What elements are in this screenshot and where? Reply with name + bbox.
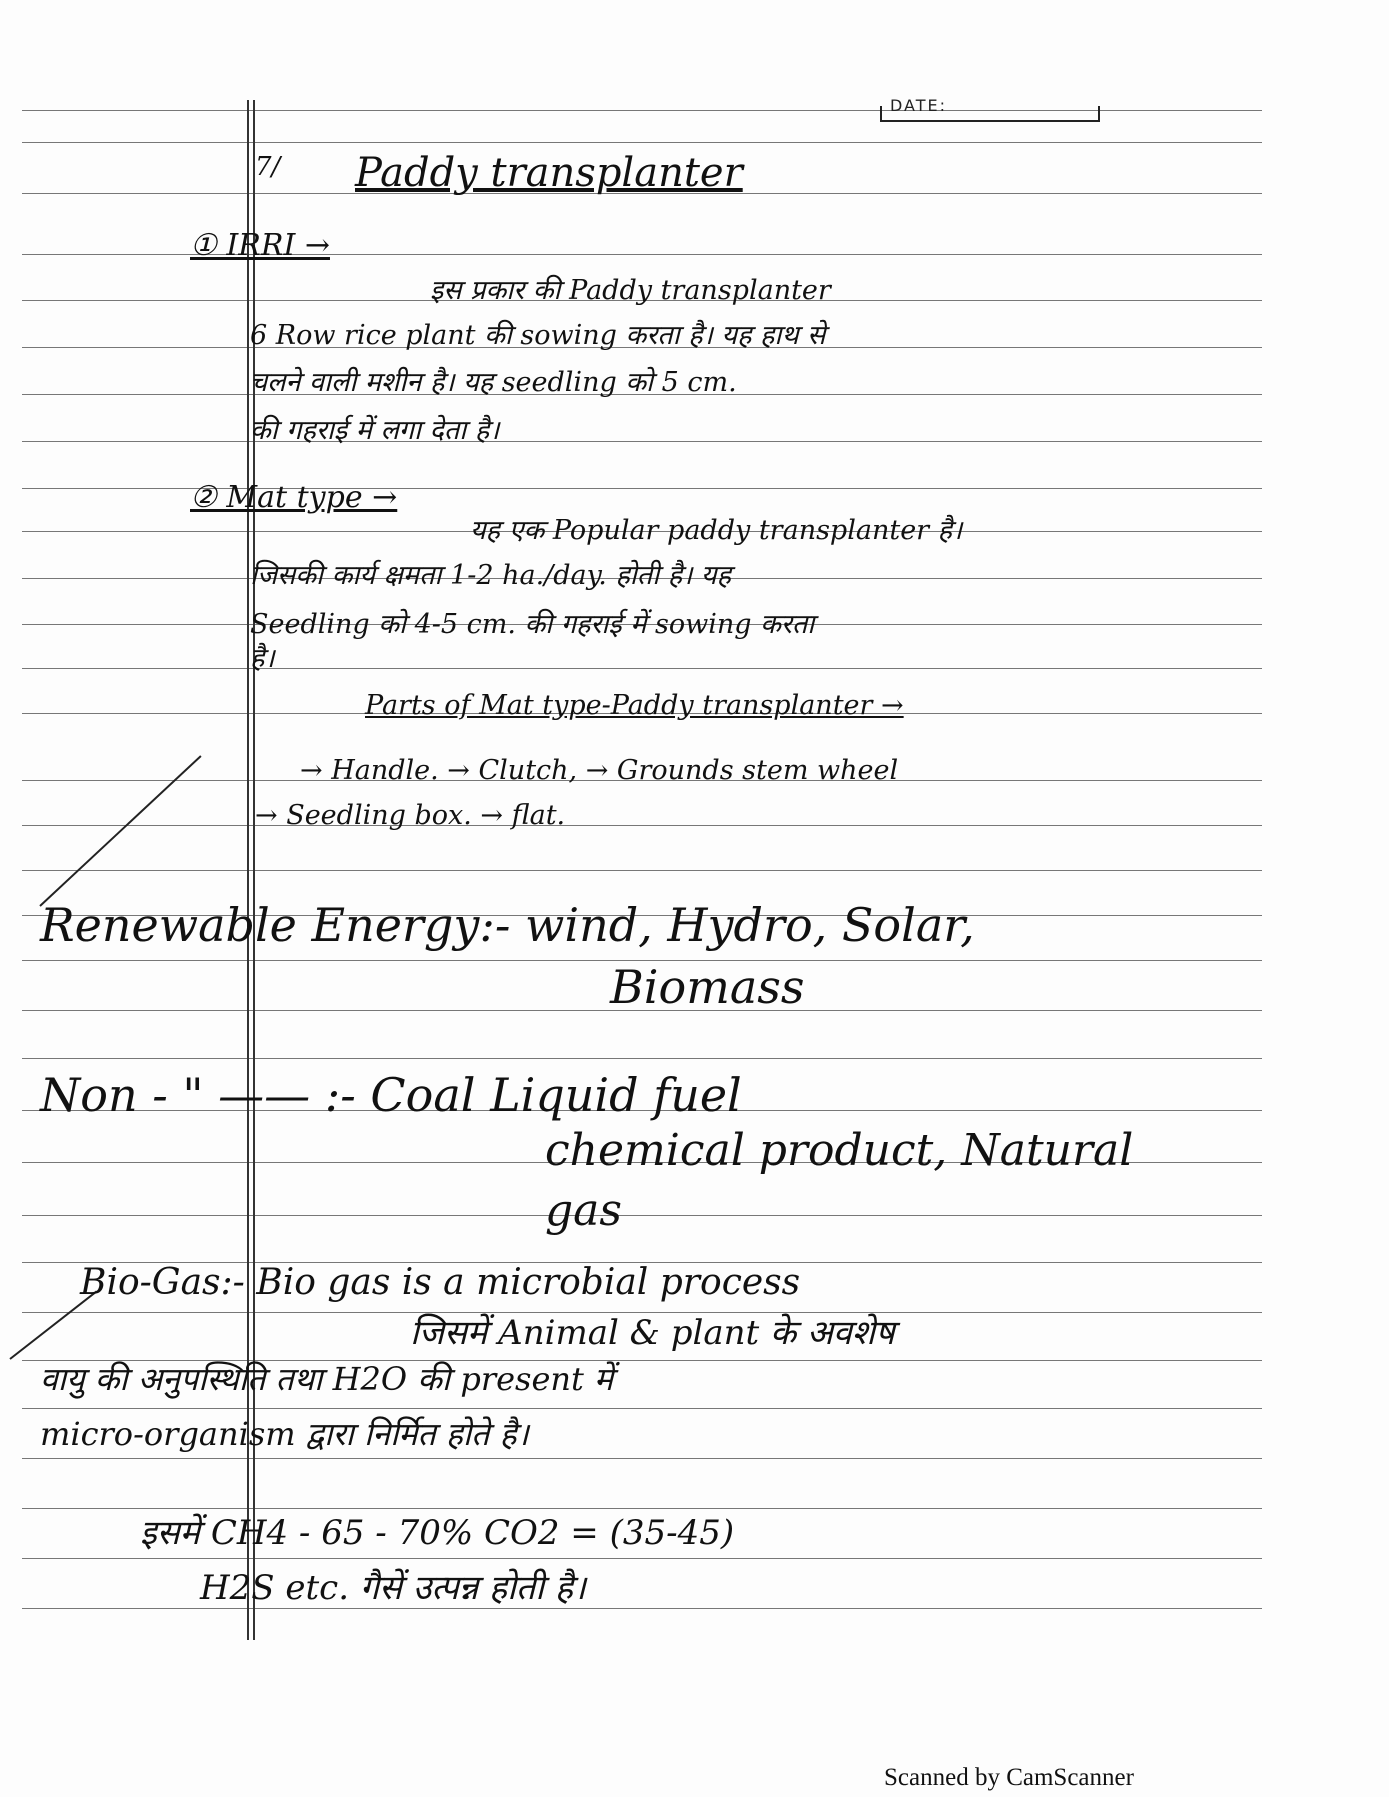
irri-line-2: 6 Row rice plant की sowing करता है। यह हाथ से: [250, 320, 826, 351]
irri-line-3: चलने वाली मशीन है। यह seedling को 5 cm.: [250, 367, 737, 398]
title-prefix: 7/: [255, 152, 281, 182]
mat-heading: ② Mat type →: [190, 480, 398, 515]
parts-line-2: → Seedling box. → flat.: [255, 800, 566, 831]
parts-heading: Parts of Mat type-Paddy transplanter →: [365, 690, 904, 721]
ruled-line: [22, 1458, 1262, 1459]
page-title: Paddy transplanter: [355, 150, 743, 196]
ruled-line: [22, 1215, 1262, 1216]
composition-line-2: H2S etc. गैसें उत्पन्न होती है।: [200, 1568, 586, 1608]
renewable-line-2: Biomass: [610, 960, 805, 1014]
date-label: DATE:: [890, 96, 948, 115]
margin-line: [247, 100, 249, 1640]
composition-line-1: इसमें CH4 - 65 - 70% CO2 = (35-45): [140, 1513, 735, 1553]
ruled-line: [22, 1058, 1262, 1059]
ruled-line: [22, 870, 1262, 871]
mat-line-4: है।: [250, 643, 275, 674]
irri-line-4: की गहराई में लगा देता है।: [250, 415, 500, 446]
biogas-line-1: Bio-Gas:- Bio gas is a microbial process: [80, 1262, 801, 1303]
non-renewable-line-3: gas: [545, 1185, 622, 1236]
mat-line-2: जिसकी कार्य क्षमता 1-2 ha./day. होती है। यह: [250, 560, 731, 591]
ruled-line: [22, 441, 1262, 442]
irri-line-1: इस प्रकार की Paddy transplanter: [430, 275, 831, 306]
ruled-line: [22, 668, 1262, 669]
mat-line-3: Seedling को 4-5 cm. की गहराई में sowing करता: [250, 609, 815, 640]
biogas-line-2: जिसमें Animal & plant के अवशेष: [410, 1313, 895, 1353]
ruled-line: [22, 1558, 1262, 1559]
non-renewable-line-1: Non - " —— :- Coal Liquid fuel: [40, 1068, 742, 1122]
scanner-watermark: Scanned by CamScanner: [884, 1764, 1134, 1791]
date-field: [880, 94, 1100, 122]
ruled-line: [22, 825, 1262, 826]
parts-line-1: → Handle. → Clutch, → Grounds stem wheel: [300, 755, 899, 786]
ruled-line: [22, 1408, 1262, 1409]
renewable-line-1: Renewable Energy:- wind, Hydro, Solar,: [40, 898, 975, 952]
irri-heading: ① IRRI →: [190, 228, 330, 263]
divider-stroke: [39, 755, 201, 907]
biogas-line-4: micro-organism द्वारा निर्मित होते है।: [40, 1415, 529, 1453]
ruled-line: [22, 142, 1262, 143]
non-renewable-line-2: chemical product, Natural: [545, 1125, 1134, 1176]
biogas-line-3: वायु की अनुपस्थिति तथा H2O की present में: [40, 1360, 614, 1398]
mat-line-1: यह एक Popular paddy transplanter है।: [470, 515, 963, 546]
